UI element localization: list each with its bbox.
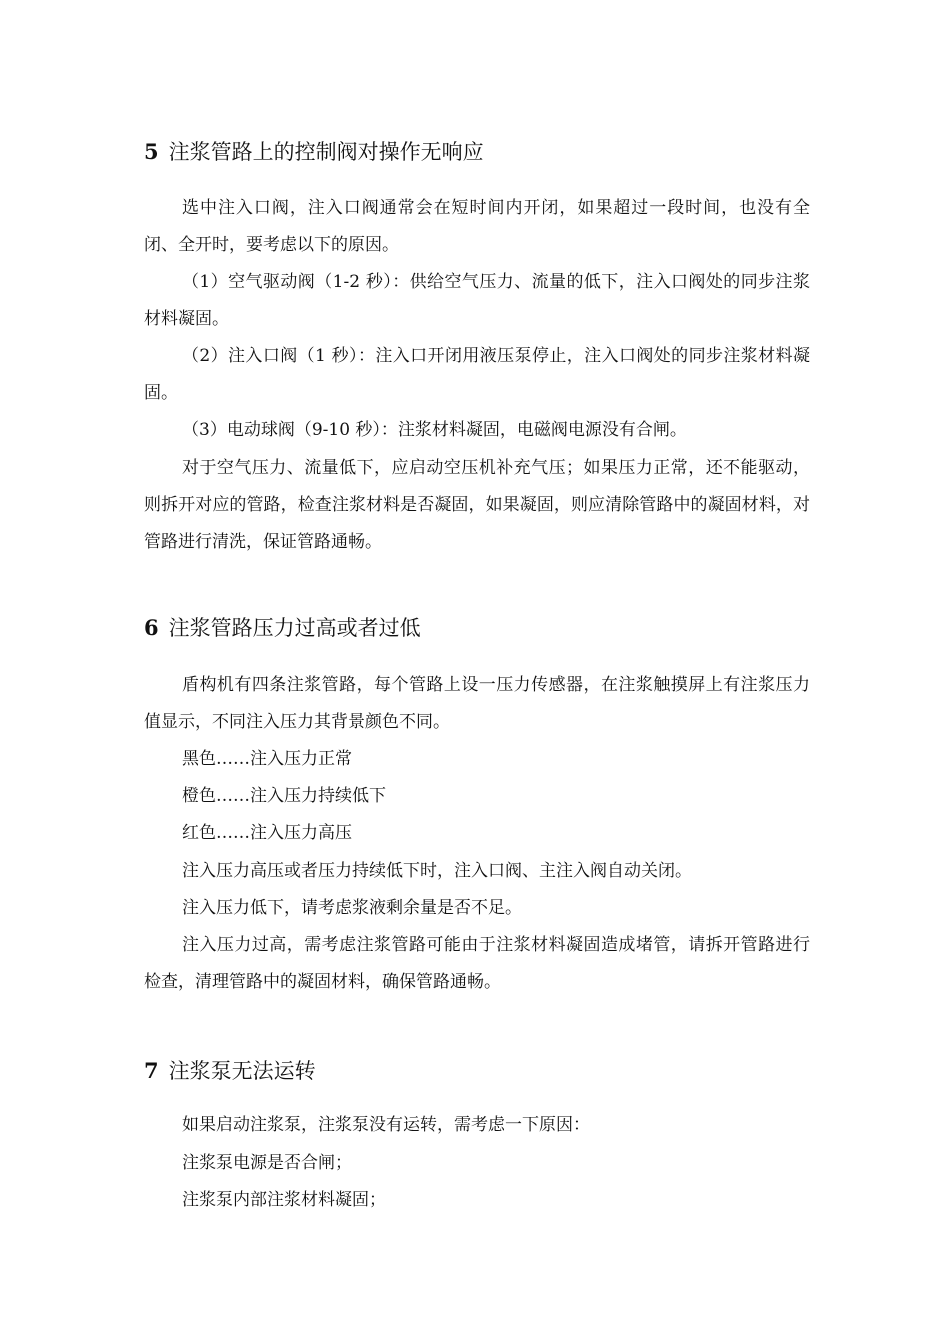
paragraph: 注入压力低下，请考虑浆液剩余量是否不足。 [182,898,522,918]
paragraph: 对于空气压力、流量低下，应启动空压机补充气压；如果压力正常，还不能驱动，则拆开对应的管路，检查注浆材料是否凝固，如果凝固，则应清除管路中的凝固材料，对管路进行清洗，保证管路通畅。 [144,458,810,552]
paragraph: 红色……注入压力高压 [182,823,352,843]
section-number: 6 [144,615,159,641]
paragraph: 如果启动注浆泵，注浆泵没有运转，需考虑一下原因： [182,1115,590,1135]
paragraph: 选中注入口阀，注入口阀通常会在短时间内开闭，如果超过一段时间，也没有全闭、全开时，要考虑以下的原因。 [144,198,810,255]
section-title: 注浆管路上的控制阀对操作无响应 [168,140,484,165]
section-6-heading [144,614,421,642]
section-title: 注浆泵无法运转 [168,1059,316,1084]
paragraph: 橙色……注入压力持续低下 [182,786,386,806]
paragraph: （3）电动球阀（9-10 秒）：注浆材料凝固，电磁阀电源没有合闸。 [182,420,687,440]
paragraph: 注浆泵内部注浆材料凝固； [182,1190,386,1210]
section-number: 7 [144,1058,159,1084]
paragraph: 黑色……注入压力正常 [182,749,352,769]
paragraph: （2）注入口阀（1 秒）：注入口开闭用液压泵停止，注入口阀处的同步注浆材料凝固。 [144,346,810,403]
paragraph: 注浆泵电源是否合闸； [182,1153,352,1173]
paragraph: （1）空气驱动阀（1-2 秒）：供给空气压力、流量的低下，注入口阀处的同步注浆材料凝固。 [144,272,810,329]
section-7-heading [144,1057,316,1085]
section-title: 注浆管路压力过高或者过低 [168,616,421,641]
section-5-heading [144,138,484,166]
paragraph: 盾构机有四条注浆管路，每个管路上设一压力传感器，在注浆触摸屏上有注浆压力值显示，不同注入压力其背景颜色不同。 [144,675,810,732]
paragraph: 注入压力过高，需考虑注浆管路可能由于注浆材料凝固造成堵管，请拆开管路进行检查，清理管路中的凝固材料，确保管路通畅。 [144,935,810,992]
section-number: 5 [144,139,159,165]
paragraph: 注入压力高压或者压力持续低下时，注入口阀、主注入阀自动关闭。 [182,861,692,881]
